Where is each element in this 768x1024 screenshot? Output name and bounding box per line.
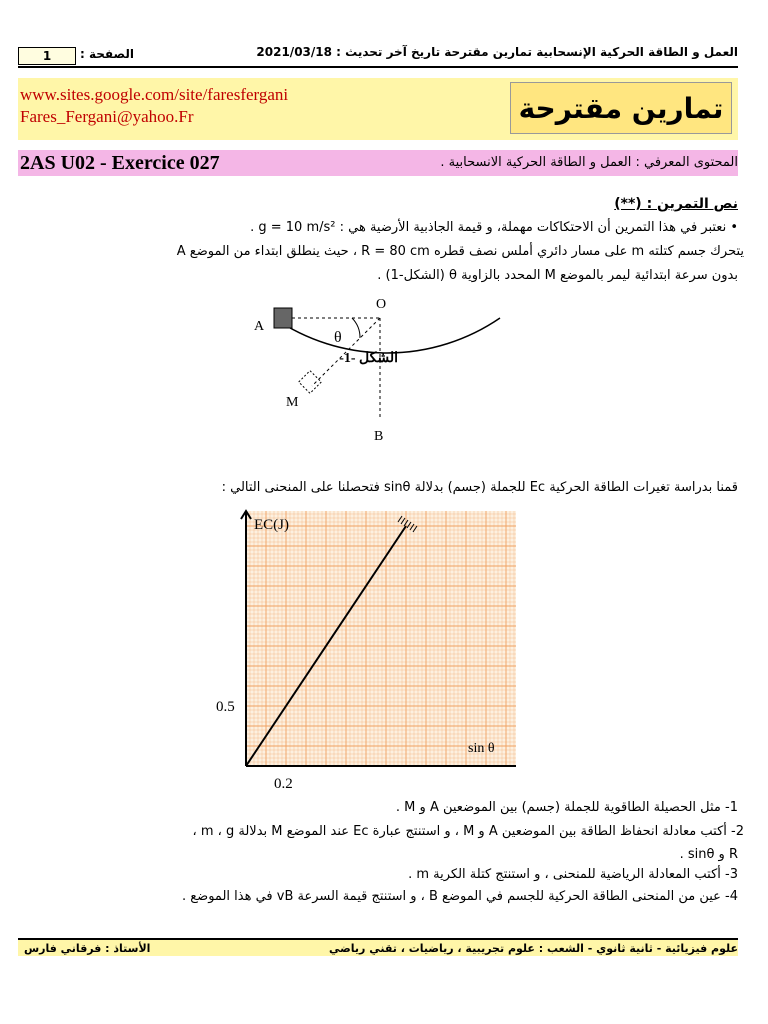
email-link[interactable]: Fares_Fergani@yahoo.Fr <box>20 107 194 126</box>
track-arc <box>274 318 500 353</box>
content-label: المحتوى المعرفي : العمل و الطاقة الحركية الانسحابية . <box>440 155 738 170</box>
statement-line-2: يتحرك جسم كتلته m على مسار دائري أملس نصف قطره R = 80 cm ، حيث ينطلق ابتداء من الموضع A <box>176 244 744 259</box>
statement-line-4: قمنا بدراسة تغيرات الطاقة الحركية Ec للجملة (جسم) بدلالة sinθ فتحصلنا على المنحنى التالي : <box>221 480 738 495</box>
header-title: العمل و الطاقة الحركية الإنسحابية تمارين مقترحة تاريخ آخر تحديث : 2021/03/18 <box>256 45 738 59</box>
y-axis-label: EC(J) <box>254 517 289 533</box>
question-1: 1- مثل الحصيلة الطاقوية للجملة (جسم) بين الموضعين A و M . <box>395 800 738 815</box>
plot-background <box>246 511 516 766</box>
question-2: 2- أكتب معادلة انحفاظ الطاقة بين الموضعين A و M ، و استنتج عبارة Ec عند الموضع M بدلالة m ، g ، <box>192 824 744 839</box>
label-A: A <box>254 319 265 334</box>
contact-block <box>20 84 288 128</box>
label-O: O <box>376 297 387 312</box>
statement-line-3: بدون سرعة ابتدائية ليمر بالموضع M المحدد بالزاوية θ (الشكل-1) . <box>377 268 738 283</box>
question-3: 3- أكتب المعادلة الرياضية للمنحنى ، و استنتج كتلة الكرية m . <box>408 867 738 882</box>
page-number-box <box>18 47 76 65</box>
statement-heading: نص التمرين : (**) <box>614 196 738 212</box>
x-tick-label: 0.2 <box>274 776 293 792</box>
question-2-continued: R و sinθ . <box>679 847 738 862</box>
header-divider <box>18 66 738 68</box>
footer-subject: علوم فيزيائية - ثانية ثانوي - الشعب : علوم تجريبية ، رياضيات ، تقني رياضي <box>329 942 738 955</box>
label-theta: θ <box>334 329 342 346</box>
exercise-code: 2AS U02 - Exercice 027 <box>20 152 220 174</box>
website-link[interactable]: www.sites.google.com/site/faresfergani <box>20 85 289 104</box>
page-label: الصفحة : <box>80 47 134 61</box>
page-number: 1 <box>42 49 52 63</box>
body-at-A <box>274 308 292 328</box>
y-tick-label: 0.5 <box>216 699 235 715</box>
x-axis-label: sin θ <box>468 741 495 756</box>
footer-teacher: الأستاذ : فرقاني فارس <box>24 942 151 955</box>
body-at-M <box>299 371 322 394</box>
theta-arc <box>352 318 360 338</box>
banner-title: تمارين مقترحة <box>510 82 732 134</box>
figure-circular-track <box>230 290 530 450</box>
label-B: B <box>374 429 384 444</box>
label-M: M <box>286 395 299 410</box>
statement-line-1: • نعتبر في هذا التمرين أن الاحتكاكات مهملة، و قيمة الجاذبية الأرضية هي : g = 10 m/s² . <box>250 220 738 235</box>
ec-vs-sin-theta-chart <box>210 505 530 795</box>
question-4: 4- عين من المنحنى الطاقة الحركية للجسم في الموضع B ، و استنتج قيمة السرعة vB في هذا الموضع . <box>181 889 738 904</box>
figure-caption: الشكل -1- <box>339 351 398 366</box>
